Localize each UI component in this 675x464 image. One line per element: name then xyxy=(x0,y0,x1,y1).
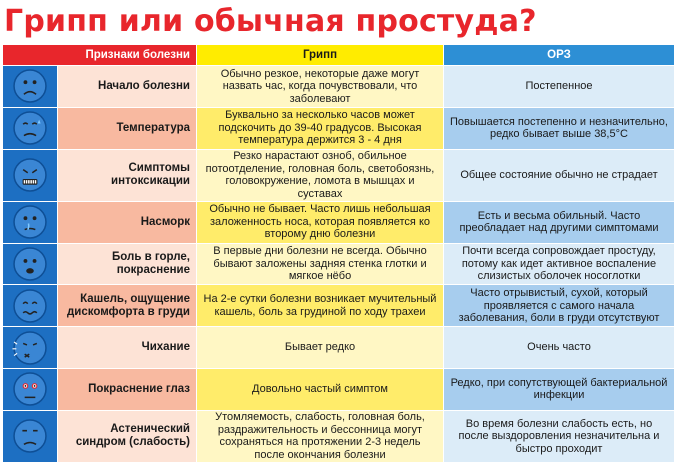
table-row xyxy=(3,149,675,201)
flu-description: Довольно частый симптом xyxy=(197,369,444,411)
table-row xyxy=(3,201,675,243)
flu-description: Резко нарастают озноб, обильное потоотделение, головная боль, светобоязнь, головокружение, ломота в мышцах и суставах xyxy=(197,149,444,201)
orz-description: Почти всегда сопровождает простуду, потому как идет активное воспаление слизистых оболочек носоглотки xyxy=(444,243,675,285)
symptom-name: Покраснение глаз xyxy=(58,369,197,411)
flu-description: Обычно не бывает. Часто лишь небольшая заложенность носа, которая появляется ко второму дню болезни xyxy=(197,201,444,243)
orz-description: Повышается постепенно и незначительно, редко бывает выше 38,5°С xyxy=(444,107,675,149)
sad-face-icon xyxy=(11,67,49,105)
orz-description: Есть и весьма обильный. Часто преобладает над другими симптомами xyxy=(444,201,675,243)
row-icon-cell xyxy=(3,149,58,201)
sore-throat-face-icon xyxy=(11,245,49,283)
tired-face-icon xyxy=(11,417,49,455)
orz-description: Общее состояние обычно не страдает xyxy=(444,149,675,201)
orz-description: Редко, при сопутствующей бактериальной инфекции xyxy=(444,369,675,411)
header-orz: ОРЗ xyxy=(444,45,675,66)
symptom-name: Чихание xyxy=(58,327,197,369)
flu-description: В первые дни болезни не всегда. Обычно бывают заложены задняя стенка глотки и мягкое нёбо xyxy=(197,243,444,285)
row-icon-cell xyxy=(3,243,58,285)
header-signs: Признаки болезни xyxy=(3,45,197,66)
sick-face-icon xyxy=(11,109,49,147)
table-row xyxy=(3,285,675,327)
table-row xyxy=(3,66,675,108)
comparison-table xyxy=(2,44,675,463)
orz-description: Часто отрывистый, сухой, который проявляется с самого начала заболевания, боли в груди отсутствуют xyxy=(444,285,675,327)
symptom-name: Боль в горле, покраснение xyxy=(58,243,197,285)
header-flu: Грипп xyxy=(197,45,444,66)
row-icon-cell xyxy=(3,201,58,243)
sneezing-face-icon xyxy=(11,329,49,367)
row-icon-cell xyxy=(3,66,58,108)
orz-description: Постепенное xyxy=(444,66,675,108)
symptom-name: Насморк xyxy=(58,201,197,243)
flu-description: Бывает редко xyxy=(197,327,444,369)
page-title: Грипп или обычная простуда? xyxy=(4,4,537,39)
row-icon-cell xyxy=(3,107,58,149)
orz-description: Очень часто xyxy=(444,327,675,369)
runny-nose-face-icon xyxy=(11,203,49,241)
symptom-name: Симптомы интоксикации xyxy=(58,149,197,201)
flu-description: Буквально за несколько часов может подскочить до 39-40 градусов. Высокая температура держится 3 - 4 дня xyxy=(197,107,444,149)
row-icon-cell xyxy=(3,369,58,411)
table-header-row xyxy=(3,45,675,66)
symptom-name: Кашель, ощущение дискомфорта в груди xyxy=(58,285,197,327)
grimace-face-icon xyxy=(11,156,49,194)
orz-description: Во время болезни слабость есть, но после выздоровления незначительна и быстро проходит xyxy=(444,410,675,462)
coughing-face-icon xyxy=(11,287,49,325)
row-icon-cell xyxy=(3,285,58,327)
table-row xyxy=(3,107,675,149)
symptom-name: Астенический синдром (слабость) xyxy=(58,410,197,462)
symptom-name: Температура xyxy=(58,107,197,149)
table-row xyxy=(3,410,675,462)
flu-description: На 2-е сутки болезни возникает мучительный кашель, боль за грудиной по ходу трахеи xyxy=(197,285,444,327)
flu-description: Обычно резкое, некоторые даже могут назвать час, когда почувствовали, что заболевают xyxy=(197,66,444,108)
table-row xyxy=(3,369,675,411)
red-eyes-face-icon xyxy=(11,370,49,408)
symptom-name: Начало болезни xyxy=(58,66,197,108)
table-row xyxy=(3,243,675,285)
table-row xyxy=(3,327,675,369)
row-icon-cell xyxy=(3,410,58,462)
row-icon-cell xyxy=(3,327,58,369)
flu-description: Утомляемость, слабость, головная боль, раздражительность и бессонница могут сохраняться на протяжении 2-3 недель после окончания болезни xyxy=(197,410,444,462)
